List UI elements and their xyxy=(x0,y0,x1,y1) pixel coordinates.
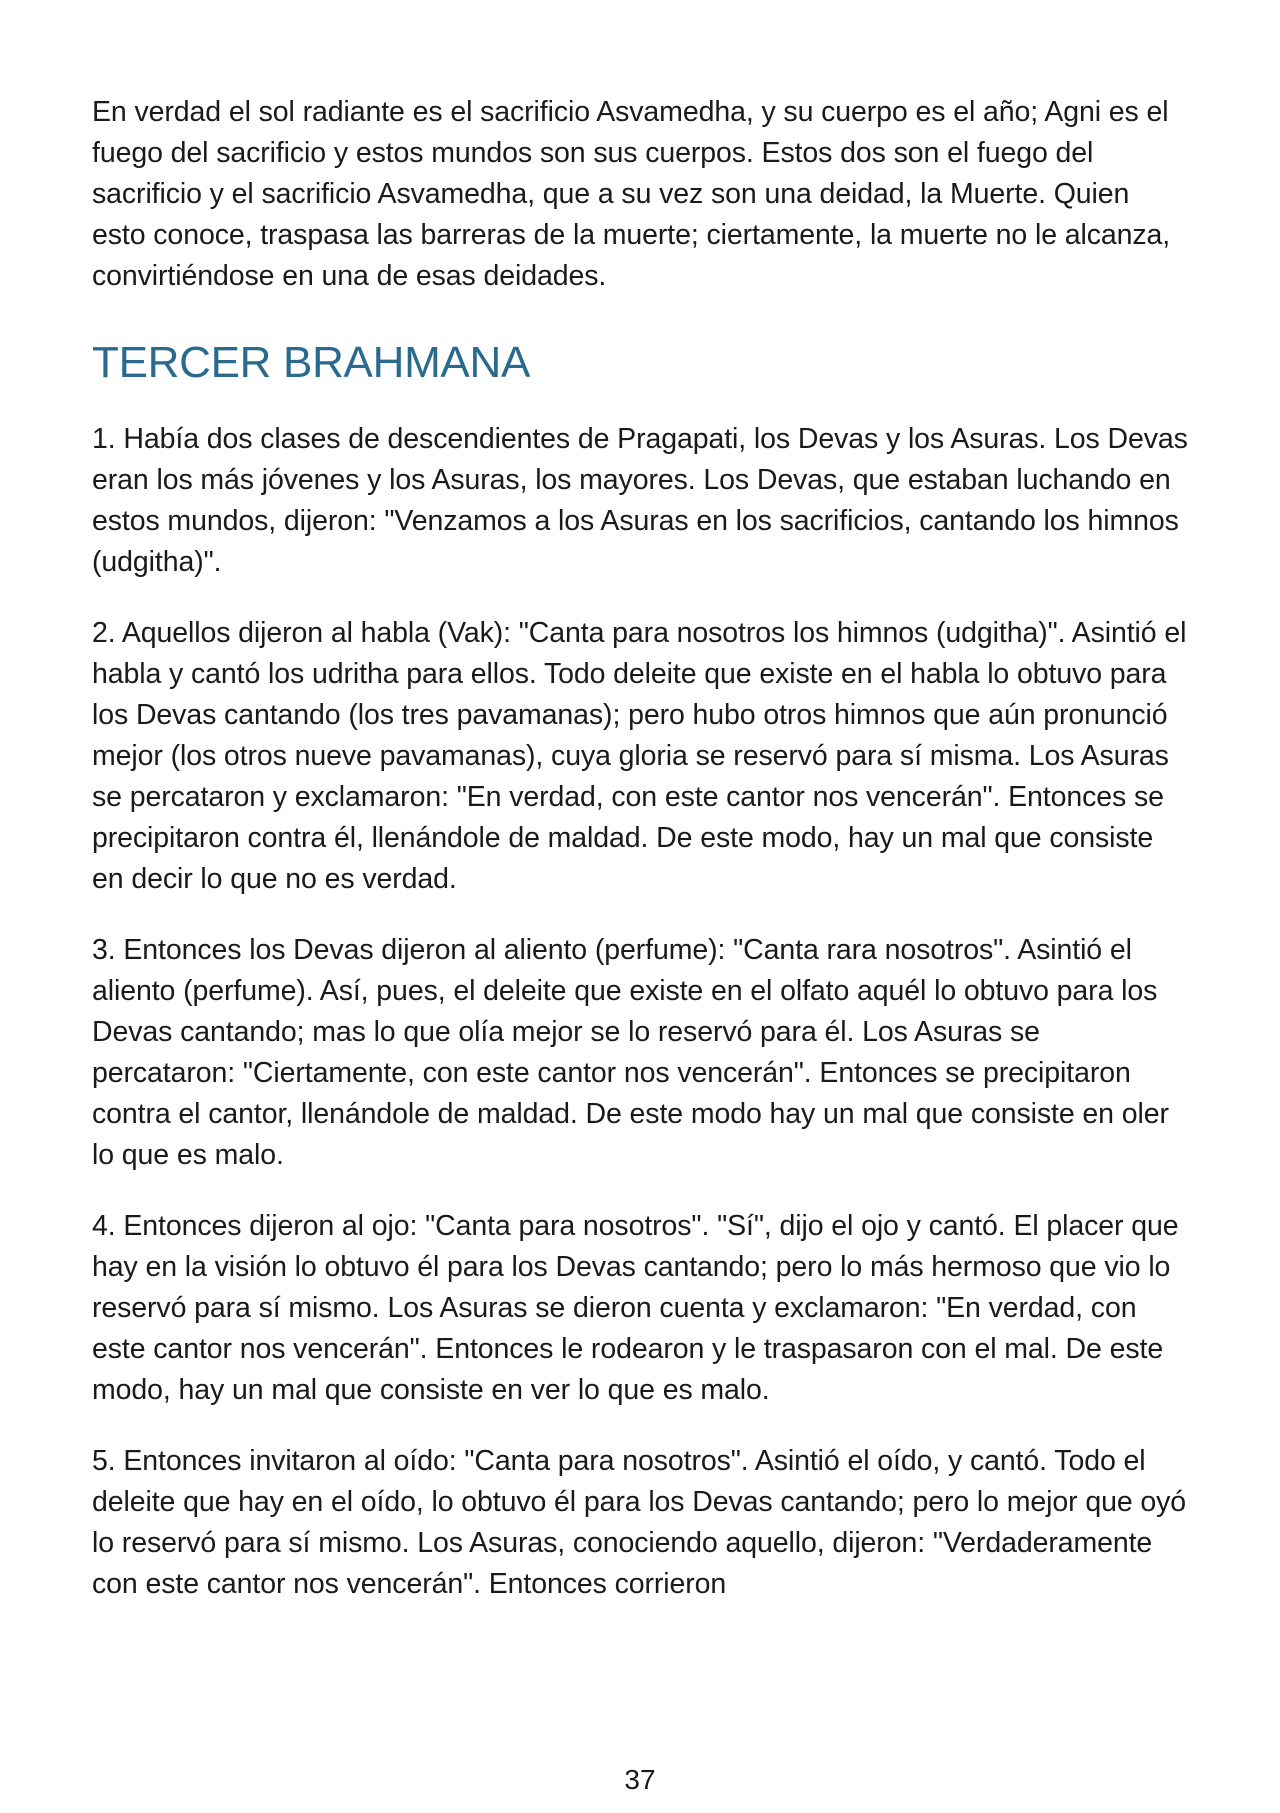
paragraph-4: 4. Entonces dijeron al ojo: "Canta para nosotros". "Sí", dijo el ojo y cantó. El placer que hay en la visión lo obtuvo él para los Devas cantando; pero lo más hermoso que vio lo reservó para sí mismo. Los Asuras se dieron cuenta y exclamaron: "En verdad, con este cantor nos vencerán". Entonces le rodearon y le traspasaron con el mal. De este modo, hay un mal que consiste en ver lo que es malo. xyxy=(92,1210,1179,1406)
intro-paragraph: En verdad el sol radiante es el sacrificio Asvamedha, y su cuerpo es el año; Agni es el fuego del sacrificio y estos mundos son sus cuerpos. Estos dos son el fuego del sacrificio y el sacrificio Asvamedha, que a su vez son una deidad, la Muerte. Quien esto conoce, traspasa las barreras de la muerte; ciertamente, la muerte no le alcanza, convirtiéndose en una de esas deidades. xyxy=(92,96,1171,292)
page-number: 37 xyxy=(624,1764,656,1795)
paragraph-1: 1. Había dos clases de descendientes de Pragapati, los Devas y los Asuras. Los Devas eran los más jóvenes y los Asuras, los mayores. Los Devas, que estaban luchando en estos mundos, dijeron: "Venzamos a los Asuras en los sacrificios, cantando los himnos (udgitha)". xyxy=(92,423,1188,578)
paragraph-3: 3. Entonces los Devas dijeron al aliento (perfume): "Canta rara nosotros". Asintió el aliento (perfume). Así, pues, el deleite que existe en el olfato aquél lo obtuvo para los Devas cantando; mas lo que olía mejor se lo reservó para él. Los Asuras se percataron: "Ciertamente, con este cantor nos vencerán". Entonces se precipitaron contra el cantor, llenándole de maldad. De este modo hay un mal que consiste en oler lo que es malo. xyxy=(92,934,1169,1171)
paragraph-2: 2. Aquellos dijeron al habla (Vak): "Canta para nosotros los himnos (udgitha)". Asintió el habla y cantó los udritha para ellos. Todo deleite que existe en el habla lo obtuvo para los Devas cantando (los tres pavamanas); pero hubo otros himnos que aún pronunció mejor (los otros nueve pavamanas), cuya gloria se reservó para sí misma. Los Asuras se percataron y exclamaron: "En verdad, con este cantor nos vencerán". Entonces se precipitaron contra él, llenándole de maldad. De este modo, hay un mal que consiste en decir lo que no es verdad. xyxy=(92,617,1187,895)
paragraph-5: 5. Entonces invitaron al oído: "Canta para nosotros". Asintió el oído, y cantó. Todo el deleite que hay en el oído, lo obtuvo él para los Devas cantando; pero lo mejor que oyó lo reservó para sí mismo. Los Asuras, conociendo aquello, dijeron: "Verdaderamente con este cantor nos vencerán". Entonces corrieron xyxy=(92,1445,1187,1600)
section-heading: TERCER BRAHMANA xyxy=(92,338,530,387)
